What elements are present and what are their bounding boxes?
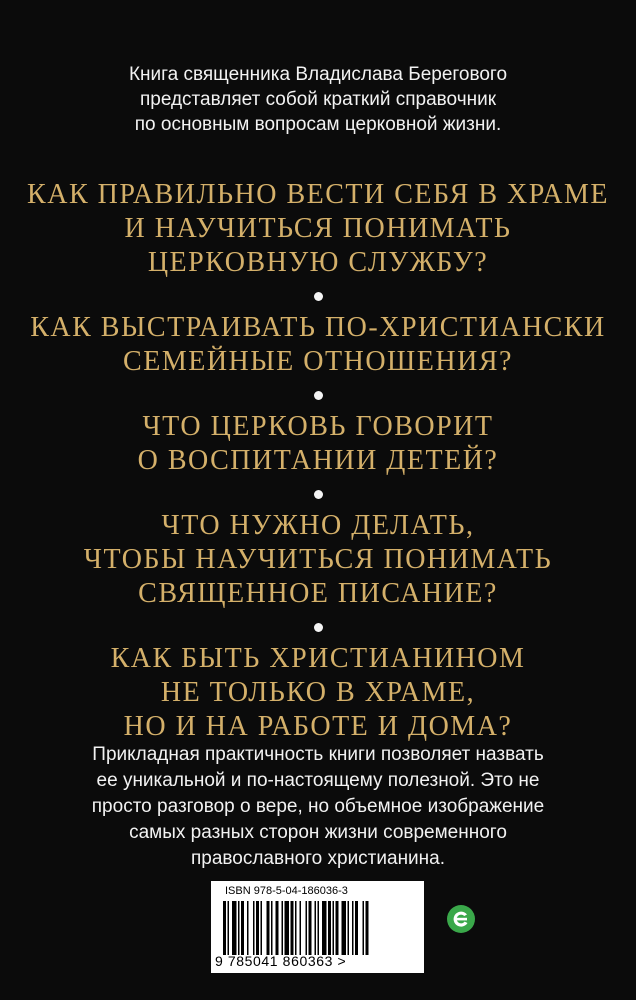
description-text — [0, 742, 636, 872]
bullet-dot — [314, 490, 323, 499]
intro-text — [0, 62, 636, 137]
question-line: СЕМЕЙНЫЕ ОТНОШЕНИЯ? — [123, 346, 513, 377]
question-line: КАК ПРАВИЛЬНО ВЕСТИ СЕБЯ В ХРАМЕ — [27, 179, 609, 210]
intro-line: по основным вопросам церковной жизни. — [134, 114, 502, 135]
barcode-digits: 9 785041 860363 > — [215, 953, 347, 969]
isbn-barcode — [211, 881, 424, 973]
question-line: НЕ ТОЛЬКО В ХРАМЕ, — [160, 677, 476, 708]
intro-line: Книга священника Владислава Берегового — [128, 64, 508, 85]
question-line: ЧТОБЫ НАУЧИТЬСЯ ПОНИМАТЬ — [83, 544, 553, 575]
intro-line: представляет собой краткий справочник — [139, 89, 497, 110]
question-block — [0, 509, 636, 611]
isbn-label: ISBN 978-5-04-186036-3 — [225, 885, 348, 897]
question-block — [0, 642, 636, 744]
question-line: КАК БЫТЬ ХРИСТИАНИНОМ — [110, 643, 526, 674]
questions-list — [0, 178, 636, 744]
description-line: Прикладная практичность книги позволяет назвать — [92, 744, 544, 765]
question-line: О ВОСПИТАНИИ ДЕТЕЙ? — [137, 445, 499, 476]
question-line: И НАУЧИТЬСЯ ПОНИМАТЬ — [124, 213, 512, 244]
question-line: СВЯЩЕННОЕ ПИСАНИЕ? — [138, 578, 498, 609]
eksmo-logo-icon — [446, 904, 476, 934]
description-line: просто разговор о вере, но объемное изображение — [91, 796, 545, 817]
bullet-dot — [314, 292, 323, 301]
description-line: православного христианина. — [190, 848, 446, 869]
question-line: НО И НА РАБОТЕ И ДОМА? — [123, 711, 513, 742]
question-block — [0, 178, 636, 280]
question-block — [0, 410, 636, 478]
question-line: КАК ВЫСТРАИВАТЬ ПО-ХРИСТИАНСКИ — [30, 312, 606, 343]
question-line: ЧТО ЦЕРКОВЬ ГОВОРИТ — [142, 411, 494, 442]
description-line: самых разных сторон жизни современного — [129, 822, 507, 843]
question-block — [0, 311, 636, 379]
bullet-dot — [314, 391, 323, 400]
bullet-dot — [314, 623, 323, 632]
description-line: ее уникальной и по-настоящему полезной. Это не — [96, 770, 540, 791]
question-line: ЦЕРКОВНУЮ СЛУЖБУ? — [147, 247, 489, 278]
question-line: ЧТО НУЖНО ДЕЛАТЬ, — [161, 510, 475, 541]
barcode-bars — [223, 901, 413, 955]
